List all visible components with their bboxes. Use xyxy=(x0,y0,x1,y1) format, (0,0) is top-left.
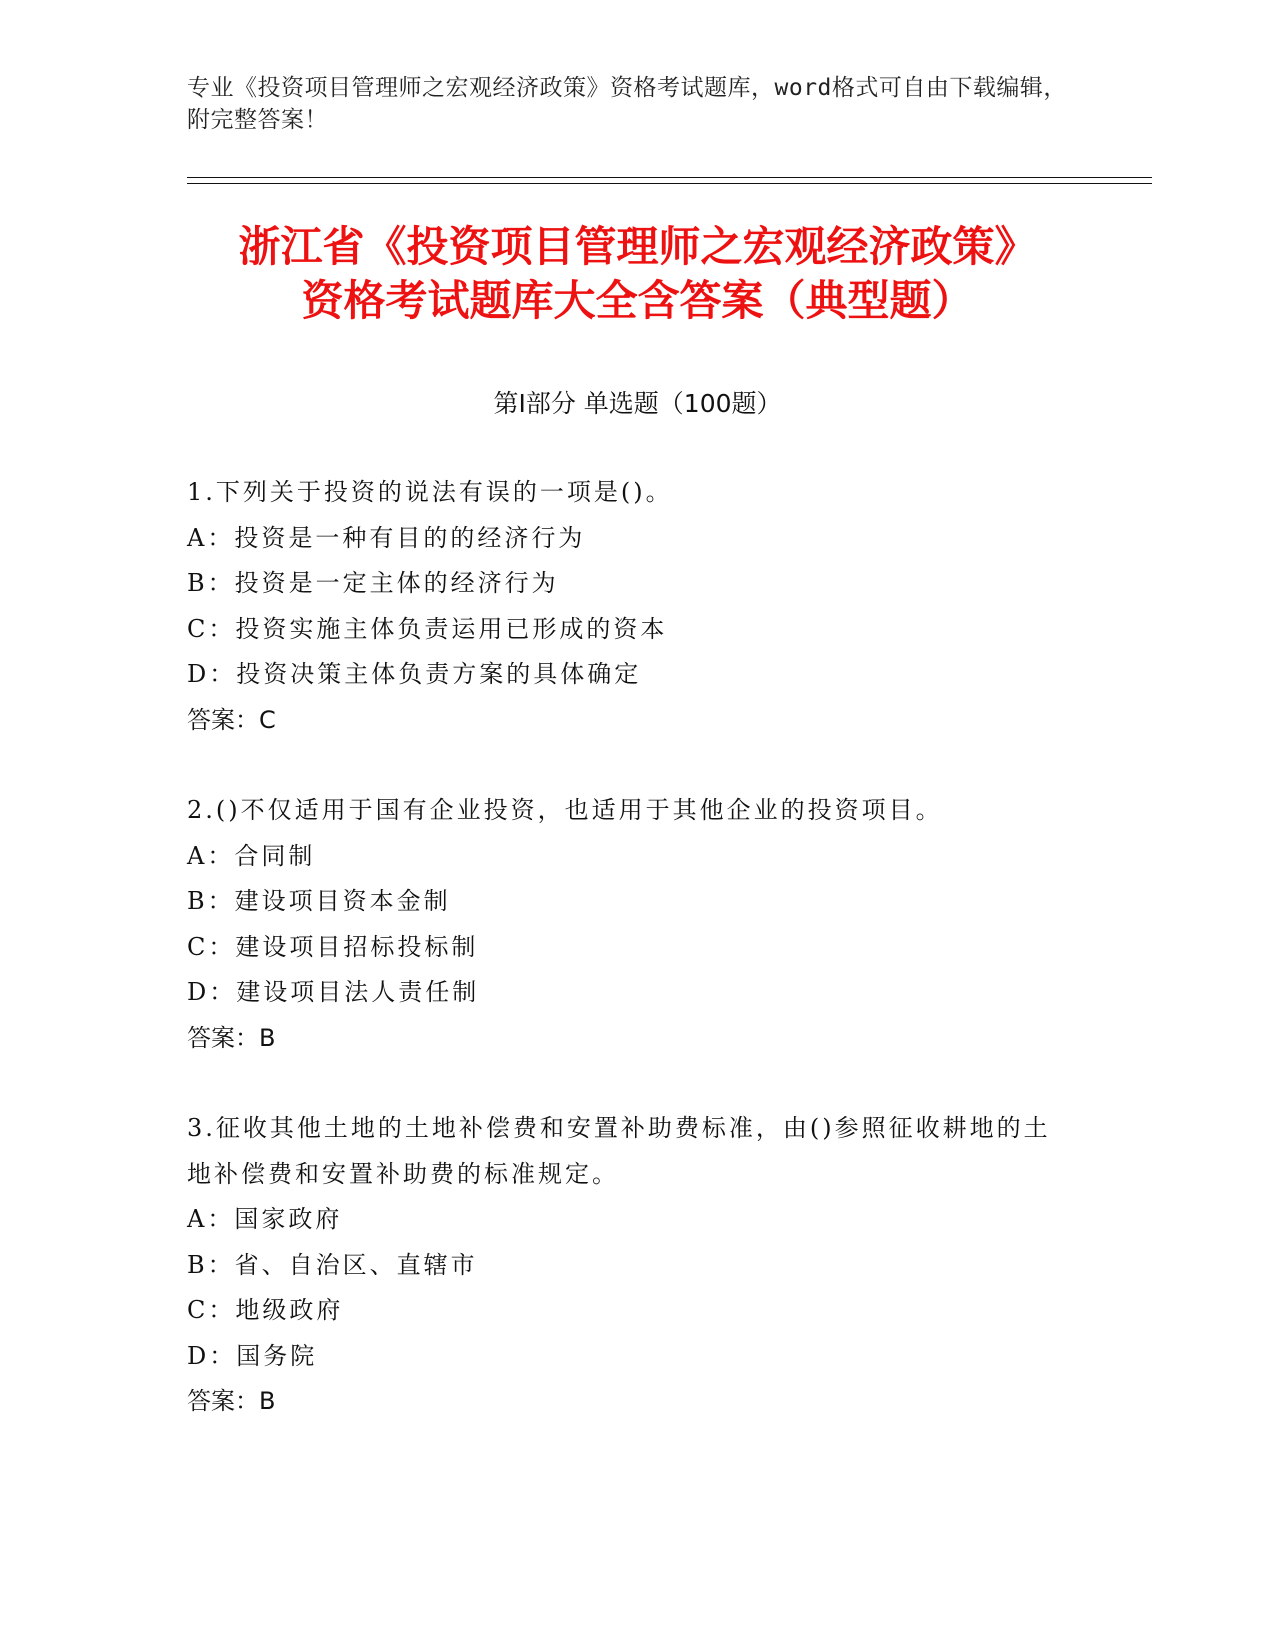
question-stem: 1.下列关于投资的说法有误的一项是()。 xyxy=(187,478,673,506)
answer: 答案：B xyxy=(187,1387,276,1415)
header-divider-bottom xyxy=(187,183,1152,184)
option-a: A：合同制 xyxy=(187,841,316,870)
section-title: 第Ⅰ部分 单选题（100题） xyxy=(493,389,782,418)
document-title-line1: 浙江省《投资项目管理师之宏观经济政策》 xyxy=(238,222,1037,271)
document-title xyxy=(0,220,1275,328)
option-d: D：投资决策主体负责方案的具体确定 xyxy=(187,660,642,688)
option-c: C：投资实施主体负责运用已形成的资本 xyxy=(187,614,668,643)
option-a: A：国家政府 xyxy=(187,1205,343,1233)
question-stem: 3.征收其他土地的土地补偿费和安置补助费标准，由()参照征收耕地的土地补偿费和安置补助费的标准规定。 xyxy=(187,1114,1051,1188)
header-divider-top xyxy=(187,177,1152,178)
option-b: B：投资是一定主体的经济行为 xyxy=(187,569,559,597)
question-2 xyxy=(187,788,1067,1061)
question-3 xyxy=(187,1106,1067,1425)
question-list xyxy=(187,470,1067,1470)
option-d: D：建设项目法人责任制 xyxy=(187,978,480,1006)
answer: 答案：C xyxy=(187,705,276,734)
option-d: D：国务院 xyxy=(187,1341,318,1370)
option-b: B：建设项目资本金制 xyxy=(187,887,451,915)
option-c: C：建设项目招标投标制 xyxy=(187,932,479,961)
option-a: A：投资是一种有目的的经济行为 xyxy=(187,523,586,552)
question-1 xyxy=(187,470,1067,743)
question-stem: 2.()不仅适用于国有企业投资，也适用于其他企业的投资项目。 xyxy=(187,796,943,824)
option-c: C：地级政府 xyxy=(187,1296,344,1324)
option-b: B：省、自治区、直辖市 xyxy=(187,1250,478,1279)
document-title-line2: 资格考试题库大全含答案（典型题） xyxy=(301,276,974,325)
header-note: 专业《投资项目管理师之宏观经济政策》资格考试题库，word格式可自由下载编辑，附完整答案！ xyxy=(187,75,1067,133)
answer: 答案：B xyxy=(187,1023,276,1052)
